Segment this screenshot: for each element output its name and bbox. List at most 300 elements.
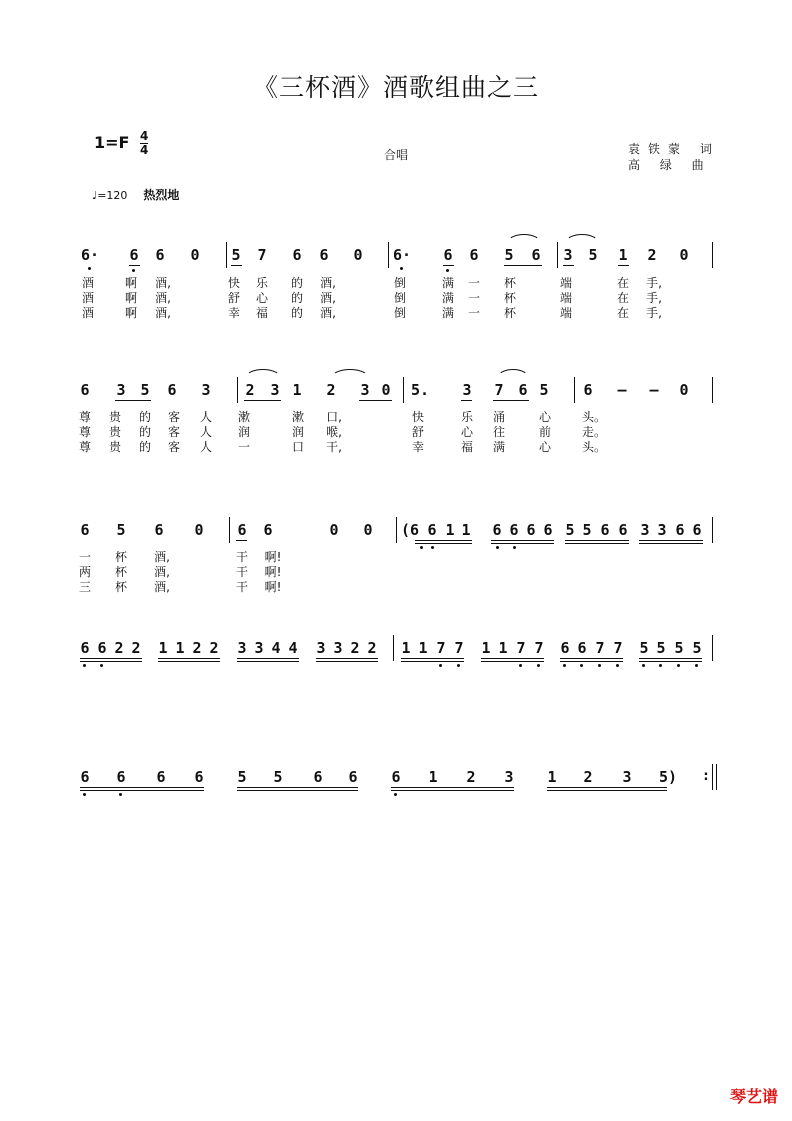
note: 2 (114, 639, 124, 657)
lyric: 干 (235, 565, 249, 579)
lyric: 客 (167, 425, 181, 439)
note: 2 (350, 639, 360, 657)
underline (493, 400, 529, 401)
note: 1 (292, 381, 302, 399)
lyrics-verse-1-line-3 (78, 548, 718, 562)
note: 6 (237, 521, 247, 539)
lyric: 满 (441, 291, 455, 305)
note: 6 (675, 521, 685, 539)
lyric: 杯 (503, 291, 517, 305)
bar-line (226, 242, 227, 268)
bar-line (396, 517, 397, 543)
expression-marking: 热烈地 (143, 188, 180, 202)
note: 6 (348, 768, 358, 786)
bar-line (388, 242, 389, 268)
note: 6 (129, 246, 139, 264)
underline (80, 787, 204, 788)
lyric: 的 (290, 291, 304, 305)
octave-dot (446, 269, 449, 272)
score-line-1 (78, 240, 718, 270)
note: 6 (543, 521, 553, 539)
lyric: 一 (237, 440, 251, 454)
note: 1 (175, 639, 185, 657)
underline (560, 661, 623, 662)
note: 2 (192, 639, 202, 657)
note: 7 (516, 639, 526, 657)
lyrics-verse-3-line-3 (78, 578, 718, 592)
bar-line (712, 517, 713, 543)
lyric: 三 (78, 580, 92, 594)
underline (158, 658, 220, 659)
lyric: 在 (616, 291, 630, 305)
note: 7 (613, 639, 623, 657)
lyric: 口, (326, 410, 342, 424)
lyrics-verse-2-line-3 (78, 563, 718, 577)
note: 2 (245, 381, 255, 399)
end-repeat-bar (712, 764, 713, 790)
underline (504, 265, 542, 266)
lyric: 在 (616, 306, 630, 320)
note: 1 (418, 639, 428, 657)
lyric: 倒 (393, 291, 407, 305)
note: 7 (257, 246, 267, 264)
underline (639, 540, 703, 541)
note: 6 (292, 246, 302, 264)
lyric: 酒, (155, 306, 171, 320)
underline (481, 661, 544, 662)
lyric: 端 (559, 276, 573, 290)
lyric: 乐 (255, 276, 269, 290)
lyric: 啊 (124, 276, 138, 290)
note: 4 (288, 639, 298, 657)
lyric: 走。 (581, 425, 607, 439)
lyric: 啊! (264, 565, 282, 579)
underline (129, 265, 140, 266)
lyric: 啊 (124, 291, 138, 305)
note: (6 (400, 521, 420, 539)
note: 3 (657, 521, 667, 539)
note: 6 (577, 639, 587, 657)
underline (639, 661, 702, 662)
note: 5 (582, 521, 592, 539)
underline (237, 787, 358, 788)
underline (80, 790, 204, 791)
note: 2 (131, 639, 141, 657)
lyric: 酒, (320, 291, 336, 305)
note: 2 (326, 381, 336, 399)
note: 6 (391, 768, 401, 786)
note: 5 (674, 639, 684, 657)
octave-dot (616, 664, 619, 667)
lyric: 的 (138, 425, 152, 439)
note: 7 (494, 381, 504, 399)
lyric: 一 (467, 291, 481, 305)
note: 1 (428, 768, 438, 786)
note: 3 (270, 381, 280, 399)
slur (245, 369, 281, 378)
lyric: 尊 (78, 410, 92, 424)
lyric: 幸 (227, 306, 241, 320)
lyric: 的 (290, 306, 304, 320)
note: 1 (547, 768, 557, 786)
note: 0 (353, 246, 363, 264)
lyric: 贵 (108, 425, 122, 439)
octave-dot (695, 664, 698, 667)
underline (231, 265, 242, 266)
key-signature: 1=F (94, 133, 130, 152)
lyric: 快 (227, 276, 241, 290)
note: 6 (156, 768, 166, 786)
bar-line (712, 377, 713, 403)
note: 0 (190, 246, 200, 264)
underline (481, 658, 544, 659)
lyric: 尊 (78, 425, 92, 439)
lyric: 心 (538, 410, 552, 424)
lyrics-verse-2-line-1 (78, 289, 718, 303)
lyric: 乐 (460, 410, 474, 424)
underline (639, 658, 702, 659)
lyric: 倒 (393, 276, 407, 290)
note: 6 (443, 246, 453, 264)
lyric: 手, (646, 291, 662, 305)
score-line-4 (78, 633, 718, 663)
lyrics-verse-3-line-1 (78, 304, 718, 318)
lyric: 贵 (108, 410, 122, 424)
lyric: 倒 (393, 306, 407, 320)
lyric: 一 (467, 276, 481, 290)
note: 6· (392, 246, 412, 264)
octave-dot (119, 793, 122, 796)
lyric: 啊! (264, 550, 282, 564)
lyric: 一 (78, 550, 92, 564)
lyric: 漱 (237, 410, 251, 424)
note: 6 (531, 246, 541, 264)
lyric: 喉, (326, 425, 342, 439)
note: 1 (401, 639, 411, 657)
lyric: 往 (492, 425, 506, 439)
lyric: 前 (538, 425, 552, 439)
note: 6 (313, 768, 323, 786)
note: 6 (80, 639, 90, 657)
lyric: 涌 (492, 410, 506, 424)
note: 0 (194, 521, 204, 539)
lyric: 心 (460, 425, 474, 439)
note: 1 (445, 521, 455, 539)
lyric: 酒 (81, 291, 95, 305)
note: 2 (647, 246, 657, 264)
lyric: 酒, (154, 580, 170, 594)
note: – (649, 381, 659, 399)
underline (391, 787, 514, 788)
note: 6 (427, 521, 437, 539)
note: 2 (583, 768, 593, 786)
underline (158, 661, 220, 662)
note: 1 (461, 521, 471, 539)
note: 6 (319, 246, 329, 264)
octave-dot (439, 664, 442, 667)
lyric: 满 (441, 276, 455, 290)
bar-line (574, 377, 575, 403)
underline (547, 790, 667, 791)
underline (80, 658, 142, 659)
underline (461, 400, 472, 401)
lyric: 心 (538, 440, 552, 454)
slur (565, 234, 599, 243)
note: 7 (436, 639, 446, 657)
octave-dot (580, 664, 583, 667)
underline (491, 543, 554, 544)
lyric: 端 (559, 291, 573, 305)
lyric: 杯 (503, 306, 517, 320)
lyric: 酒, (154, 565, 170, 579)
score-line-5 (78, 762, 718, 792)
lyric: 头。 (581, 440, 607, 454)
lyric: 贵 (108, 440, 122, 454)
octave-dot (659, 664, 662, 667)
note: 6 (509, 521, 519, 539)
note: 0 (679, 381, 689, 399)
lyric: 杯 (114, 550, 128, 564)
underline (391, 790, 514, 791)
note: 5 (140, 381, 150, 399)
underline (618, 265, 629, 266)
lyric: 杯 (503, 276, 517, 290)
lyric: 的 (290, 276, 304, 290)
underline (236, 540, 247, 541)
note: 5 (231, 246, 241, 264)
note: 3 (563, 246, 573, 264)
note: 6 (167, 381, 177, 399)
lyrics-verse-1-line-1 (78, 274, 718, 288)
octave-dot (563, 664, 566, 667)
lyric: 酒, (154, 550, 170, 564)
lyric: 客 (167, 440, 181, 454)
note: 0 (329, 521, 339, 539)
underline (401, 658, 464, 659)
underline (237, 790, 358, 791)
lyric: 口 (291, 440, 305, 454)
underline (359, 400, 392, 401)
lyric: 酒 (81, 276, 95, 290)
note: 6 (618, 521, 628, 539)
lyric: 满 (492, 440, 506, 454)
note: 5 (504, 246, 514, 264)
note: 6 (518, 381, 528, 399)
bar-line (557, 242, 558, 268)
lyric: 人 (199, 410, 213, 424)
underline (237, 658, 299, 659)
note: 1 (618, 246, 628, 264)
lyrics-verse-1-line-2 (78, 408, 718, 422)
lyric: 杯 (114, 580, 128, 594)
note: 7 (454, 639, 464, 657)
note: 6 (80, 521, 90, 539)
note: 1 (498, 639, 508, 657)
lyric: 舒 (411, 425, 425, 439)
lyric: 酒, (155, 291, 171, 305)
underline (547, 787, 667, 788)
lyric: 满 (441, 306, 455, 320)
note: 3 (237, 639, 247, 657)
composer-credit: 高 绿 曲 (628, 158, 712, 172)
octave-dot (132, 269, 135, 272)
watermark-logo: 琴艺谱 (729, 1087, 778, 1106)
note: 7 (534, 639, 544, 657)
lyric: 客 (167, 410, 181, 424)
lyric: 心 (255, 291, 269, 305)
lyric: 漱 (291, 410, 305, 424)
lyric: 福 (460, 440, 474, 454)
bar-line (229, 517, 230, 543)
note: 6· (80, 246, 100, 264)
note: 0 (381, 381, 391, 399)
lyric: 尊 (78, 440, 92, 454)
note: 3 (622, 768, 632, 786)
repeat-dots: : (701, 768, 711, 784)
page-title: 《三杯酒》酒歌组曲之三 (252, 73, 539, 102)
note: 6 (692, 521, 702, 539)
underline (563, 265, 574, 266)
lyric: 酒, (155, 276, 171, 290)
note: 1 (158, 639, 168, 657)
underline (565, 543, 629, 544)
note: 6 (469, 246, 479, 264)
octave-dot (88, 267, 91, 270)
underline (443, 265, 454, 266)
underline (565, 540, 629, 541)
note: 3 (254, 639, 264, 657)
lyric: 干 (235, 580, 249, 594)
note: 5 (639, 639, 649, 657)
underline (316, 661, 378, 662)
bar-line (403, 377, 404, 403)
underline (491, 540, 554, 541)
note: 6 (492, 521, 502, 539)
bar-line (237, 377, 238, 403)
underline (639, 543, 703, 544)
slur (507, 234, 541, 243)
note: 1 (481, 639, 491, 657)
underline (244, 400, 281, 401)
octave-dot (83, 793, 86, 796)
lyric: 两 (78, 565, 92, 579)
lyric: 福 (255, 306, 269, 320)
note: 5 (588, 246, 598, 264)
octave-dot (457, 664, 460, 667)
note: 3 (640, 521, 650, 539)
note: 6 (526, 521, 536, 539)
octave-dot (677, 664, 680, 667)
note: 6 (560, 639, 570, 657)
lyric: 酒, (320, 306, 336, 320)
lyrics-verse-3-line-2 (78, 438, 718, 452)
lyric: 快 (411, 410, 425, 424)
note: 5 (692, 639, 702, 657)
tempo-marking (92, 186, 179, 203)
note: 6 (80, 381, 90, 399)
note: 6 (97, 639, 107, 657)
underline (415, 540, 472, 541)
note: 3 (360, 381, 370, 399)
lyric: 舒 (227, 291, 241, 305)
note: 3 (201, 381, 211, 399)
underline (401, 661, 464, 662)
bar-line (393, 635, 394, 661)
note: 0 (363, 521, 373, 539)
note: 3 (333, 639, 343, 657)
note: – (617, 381, 627, 399)
note: 7 (595, 639, 605, 657)
lyric: 人 (199, 425, 213, 439)
lyric: 手, (646, 276, 662, 290)
tempo-value: ♩=120 (92, 189, 128, 202)
octave-dot (598, 664, 601, 667)
note: 5 (116, 521, 126, 539)
lyricist-credit: 袁铁蒙 词 (628, 142, 720, 156)
lyric: 干 (235, 550, 249, 564)
note: 4 (271, 639, 281, 657)
performance-type: 合唱 (384, 148, 409, 162)
lyric: 幸 (411, 440, 425, 454)
underline (316, 658, 378, 659)
time-signature-top: 4 (140, 129, 149, 143)
lyric: 人 (199, 440, 213, 454)
note: 3 (316, 639, 326, 657)
underline (560, 658, 623, 659)
note: 6 (154, 521, 164, 539)
lyrics-verse-2-line-2 (78, 423, 718, 437)
note: 5. (410, 381, 430, 399)
note: 0 (679, 246, 689, 264)
lyric: 的 (138, 410, 152, 424)
note: 6 (194, 768, 204, 786)
lyric: 在 (616, 276, 630, 290)
note: 6 (116, 768, 126, 786)
lyric: 一 (467, 306, 481, 320)
lyric: 头。 (581, 410, 607, 424)
note: 5) (658, 768, 678, 786)
lyric: 的 (138, 440, 152, 454)
underline (237, 661, 299, 662)
note: 6 (583, 381, 593, 399)
lyric: 润 (237, 425, 251, 439)
octave-dot (537, 664, 540, 667)
note: 2 (466, 768, 476, 786)
note: 2 (367, 639, 377, 657)
lyric: 端 (559, 306, 573, 320)
lyric: 酒 (81, 306, 95, 320)
time-signature (140, 130, 148, 157)
lyric: 润 (291, 425, 305, 439)
note: 3 (116, 381, 126, 399)
note: 5 (565, 521, 575, 539)
bar-line (712, 635, 713, 661)
octave-dot (642, 664, 645, 667)
octave-dot (519, 664, 522, 667)
note: 2 (209, 639, 219, 657)
score-line-2 (78, 375, 718, 405)
lyric: 啊! (264, 580, 282, 594)
note: 5 (539, 381, 549, 399)
lyric: 啊 (124, 306, 138, 320)
underline (415, 543, 472, 544)
note: 3 (462, 381, 472, 399)
octave-dot (394, 793, 397, 796)
note: 5 (656, 639, 666, 657)
slur (331, 369, 369, 378)
lyric: 干, (326, 440, 342, 454)
note: 6 (600, 521, 610, 539)
